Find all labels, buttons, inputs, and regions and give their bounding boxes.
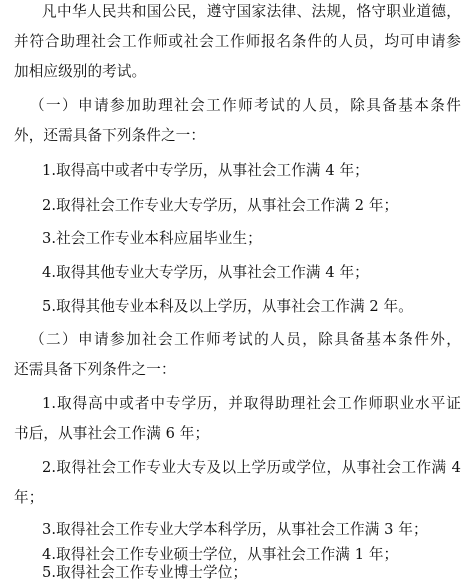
section-two-item-2-line-2: 年； — [14, 489, 44, 506]
section-two-item-1-line-2: 书后，从事社会工作满 6 年； — [14, 425, 210, 442]
section-one-item-5: 5.取得其他专业本科及以上学历，从事社会工作满 2 年。 — [42, 298, 413, 315]
section-one-item-4: 4.取得其他专业大专学历，从事社会工作满 4 年； — [42, 264, 369, 281]
section-two-item-5: 5.取得社会工作专业博士学位； — [42, 564, 248, 581]
intro-line-3: 加相应级别的考试。 — [14, 63, 147, 80]
section-two-heading-line-2: 还需具备下列条件之一： — [14, 361, 176, 378]
section-two-heading-line-1: （二）申请参加社会工作师考试的人员，除具备基本条件外， — [30, 331, 461, 348]
section-one-item-3: 3.社会工作专业本科应届毕业生； — [42, 230, 262, 247]
section-one-item-2: 2.取得社会工作专业大专学历，从事社会工作满 2 年； — [42, 197, 399, 214]
section-two-item-1-line-1: 1.取得高中或者中专学历，并取得助理社会工作师职业水平证 — [42, 395, 461, 412]
intro-line-2: 并符合助理社会工作师或社会工作师报名条件的人员，均可申请参 — [14, 33, 461, 50]
section-one-item-1: 1.取得高中或者中专学历，从事社会工作满 4 年； — [42, 162, 369, 179]
section-two-item-3: 3.取得社会工作专业大学本科学历，从事社会工作满 3 年； — [42, 521, 428, 538]
section-two-item-2-line-1: 2.取得社会工作专业大专及以上学历或学位，从事社会工作满 4 — [42, 459, 461, 476]
intro-line-1: 凡中华人民共和国公民，遵守国家法律、法规，恪守职业道德， — [42, 3, 461, 20]
section-one-heading-line-2: 外，还需具备下列条件之一： — [14, 127, 206, 144]
section-one-heading-line-1: （一）申请参加助理社会工作师考试的人员，除具备基本条件 — [30, 97, 461, 114]
section-two-item-4: 4.取得社会工作专业硕士学位，从事社会工作满 1 年； — [42, 546, 399, 563]
